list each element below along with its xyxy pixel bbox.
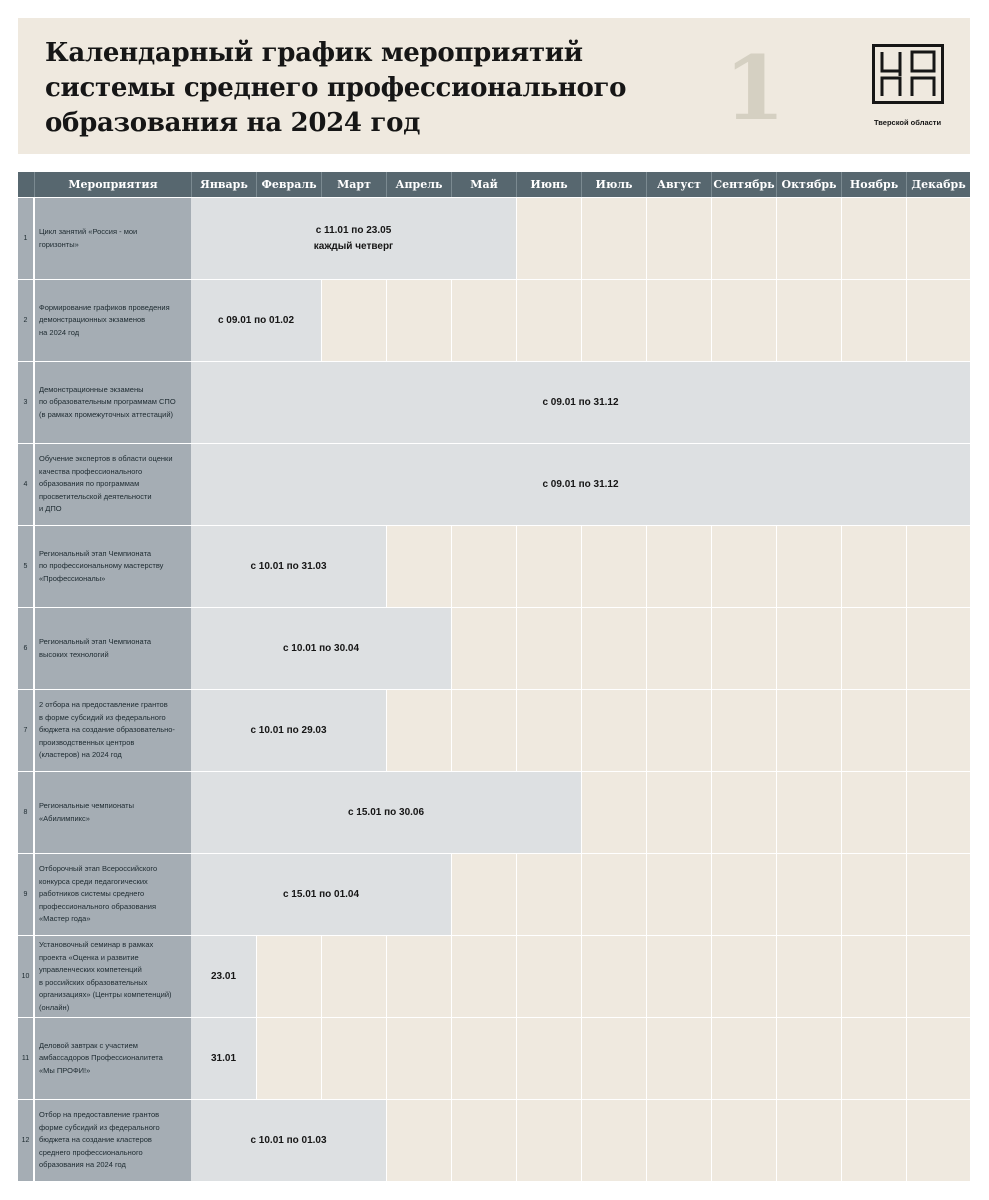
month-cell [906, 280, 970, 361]
month-cell [386, 690, 451, 771]
table-row [18, 689, 970, 771]
month-cell [711, 772, 776, 853]
table-row [18, 607, 970, 689]
month-cell [776, 772, 841, 853]
row-number: 7 [18, 690, 34, 771]
month-cell [841, 854, 906, 935]
month-cell [581, 1018, 646, 1099]
month-cell [451, 280, 516, 361]
event-name: Деловой завтрак с участием амбассадоров Профессионалитета «Мы ПРОФИ!» [35, 1018, 191, 1099]
month-cell [321, 936, 386, 1017]
row-number: 11 [18, 1018, 34, 1099]
month-cell [841, 772, 906, 853]
month-cell [646, 936, 711, 1017]
event-period-bar: с 10.01 по 29.03 [191, 690, 386, 771]
month-cell [451, 854, 516, 935]
month-cell [646, 854, 711, 935]
month-cell [581, 280, 646, 361]
event-name: Формирование графиков проведения демонстрационных экзаменов на 2024 год [35, 280, 191, 361]
month-cell [646, 198, 711, 279]
month-cell [776, 526, 841, 607]
month-cell [451, 936, 516, 1017]
event-period-bar: с 09.01 по 31.12 [191, 362, 970, 443]
event-period-bar: с 09.01 по 31.12 [191, 444, 970, 525]
table-row [18, 443, 970, 525]
row-number: 1 [18, 198, 34, 279]
month-cell [841, 198, 906, 279]
month-cell [646, 772, 711, 853]
month-cell [646, 1100, 711, 1181]
month-cell [516, 526, 581, 607]
event-name: Установочный семинар в рамках проекта «Оценка и развитие управленческих компетенций в российских образовательных организациях» (Центры компетенций) (онлайн) [35, 936, 191, 1017]
event-name: Цикл занятий «Россия - мои горизонты» [35, 198, 191, 279]
month-cell [906, 772, 970, 853]
event-period-bar: с 15.01 по 01.04 [191, 854, 451, 935]
month-cell [581, 854, 646, 935]
month-cell [646, 526, 711, 607]
month-cell [906, 608, 970, 689]
column-header-month: Август [646, 172, 711, 197]
month-cell [516, 936, 581, 1017]
month-cell [776, 1018, 841, 1099]
month-cell [776, 198, 841, 279]
month-cell [386, 280, 451, 361]
month-cell [581, 772, 646, 853]
month-cell [711, 1018, 776, 1099]
month-cell [841, 608, 906, 689]
month-cell [386, 526, 451, 607]
month-cell [646, 280, 711, 361]
month-cell [906, 198, 970, 279]
month-cell [451, 1100, 516, 1181]
month-cell [906, 1018, 970, 1099]
row-number: 3 [18, 362, 34, 443]
table-row [18, 279, 970, 361]
month-cell [516, 690, 581, 771]
month-cell [841, 526, 906, 607]
table-row [18, 1017, 970, 1099]
month-cell [256, 1018, 321, 1099]
row-number: 5 [18, 526, 34, 607]
event-period-bar: с 09.01 по 01.02 [191, 280, 321, 361]
column-header-month: Сентябрь [711, 172, 776, 197]
month-cell [451, 608, 516, 689]
event-period-bar: 31.01 [191, 1018, 256, 1099]
event-name: 2 отбора на предоставление грантов в форме субсидий из федерального бюджета на создание образовательно- производственных центров (кластеров) на 2024 год [35, 690, 191, 771]
month-cell [321, 1018, 386, 1099]
month-cell [451, 690, 516, 771]
table-row [18, 771, 970, 853]
column-header-month: Май [451, 172, 516, 197]
table-row [18, 935, 970, 1017]
month-cell [841, 1100, 906, 1181]
event-period-bar: с 10.01 по 01.03 [191, 1100, 386, 1181]
copp-logo-icon [872, 44, 944, 104]
column-header-number [18, 172, 34, 197]
column-header-month: Ноябрь [841, 172, 906, 197]
month-cell [516, 854, 581, 935]
event-name: Отборочный этап Всероссийского конкурса среди педагогических работников системы среднего профессионального образования «Мастер года» [35, 854, 191, 935]
month-cell [711, 280, 776, 361]
column-header-month: Апрель [386, 172, 451, 197]
logo-caption: Тверской области [874, 118, 942, 127]
month-cell [646, 1018, 711, 1099]
month-cell [516, 1100, 581, 1181]
table-row [18, 197, 970, 279]
month-cell [776, 608, 841, 689]
page-header [18, 18, 970, 154]
month-cell [581, 608, 646, 689]
month-cell [711, 198, 776, 279]
event-name: Отбор на предоставление грантов форме субсидий из федерального бюджета на создание кластеров среднего профессионального образования на 2024 год [35, 1100, 191, 1181]
month-cell [841, 690, 906, 771]
column-header-month: Октябрь [776, 172, 841, 197]
month-cell [776, 936, 841, 1017]
row-number: 2 [18, 280, 34, 361]
event-period-bar: с 10.01 по 30.04 [191, 608, 451, 689]
month-cell [841, 936, 906, 1017]
month-cell [386, 936, 451, 1017]
month-cell [646, 608, 711, 689]
month-cell [711, 936, 776, 1017]
column-header-month: Февраль [256, 172, 321, 197]
month-cell [451, 1018, 516, 1099]
month-cell [776, 280, 841, 361]
month-cell [321, 280, 386, 361]
table-row [18, 853, 970, 935]
month-cell [711, 608, 776, 689]
event-name: Региональный этап Чемпионата высоких технологий [35, 608, 191, 689]
month-cell [581, 526, 646, 607]
column-header-month: Июль [581, 172, 646, 197]
month-cell [711, 1100, 776, 1181]
month-cell [711, 854, 776, 935]
month-cell [906, 526, 970, 607]
month-cell [581, 690, 646, 771]
schedule-table [18, 172, 970, 1182]
month-cell [841, 280, 906, 361]
month-cell [581, 198, 646, 279]
month-cell [906, 854, 970, 935]
column-header-month: Июнь [516, 172, 581, 197]
column-header-events: Мероприятия [34, 172, 191, 197]
month-cell [256, 936, 321, 1017]
row-number: 12 [18, 1100, 34, 1181]
month-cell [386, 1100, 451, 1181]
month-cell [906, 1100, 970, 1181]
table-row [18, 361, 970, 443]
month-cell [581, 936, 646, 1017]
month-cell [451, 526, 516, 607]
month-cell [386, 1018, 451, 1099]
month-cell [776, 690, 841, 771]
table-header [18, 172, 970, 197]
event-name: Обучение экспертов в области оценки качества профессионального образования по программам просветительской деятельности и ДПО [35, 444, 191, 525]
column-header-month: Март [321, 172, 386, 197]
month-cell [516, 1018, 581, 1099]
month-cell [906, 936, 970, 1017]
event-name: Региональные чемпионаты «Абилимпикс» [35, 772, 191, 853]
month-cell [711, 690, 776, 771]
month-cell [581, 1100, 646, 1181]
month-cell [776, 1100, 841, 1181]
event-period-bar: с 10.01 по 31.03 [191, 526, 386, 607]
month-cell [516, 280, 581, 361]
month-cell [516, 198, 581, 279]
column-header-month: Декабрь [906, 172, 970, 197]
month-cell [841, 1018, 906, 1099]
event-period-bar: с 11.01 по 23.05 каждый четверг [191, 198, 516, 279]
month-cell [776, 854, 841, 935]
row-number: 10 [18, 936, 34, 1017]
month-cell [906, 690, 970, 771]
page-number: 1 [724, 36, 786, 140]
month-cell [516, 608, 581, 689]
event-period-bar: 23.01 [191, 936, 256, 1017]
month-cell [711, 526, 776, 607]
page-title: Календарный график мероприятий системы среднего профессионального образования на 2024 год [45, 38, 627, 138]
row-number: 6 [18, 608, 34, 689]
event-period-bar: с 15.01 по 30.06 [191, 772, 581, 853]
event-name: Региональный этап Чемпионата по профессиональному мастерству «Профессионалы» [35, 526, 191, 607]
event-name: Демонстрационные экзамены по образовательным программам СПО (в рамках промежуточных аттестаций) [35, 362, 191, 443]
table-row [18, 525, 970, 607]
month-cell [646, 690, 711, 771]
column-header-month: Январь [191, 172, 256, 197]
row-number: 4 [18, 444, 34, 525]
row-number: 8 [18, 772, 34, 853]
row-number: 9 [18, 854, 34, 935]
table-row [18, 1099, 970, 1181]
